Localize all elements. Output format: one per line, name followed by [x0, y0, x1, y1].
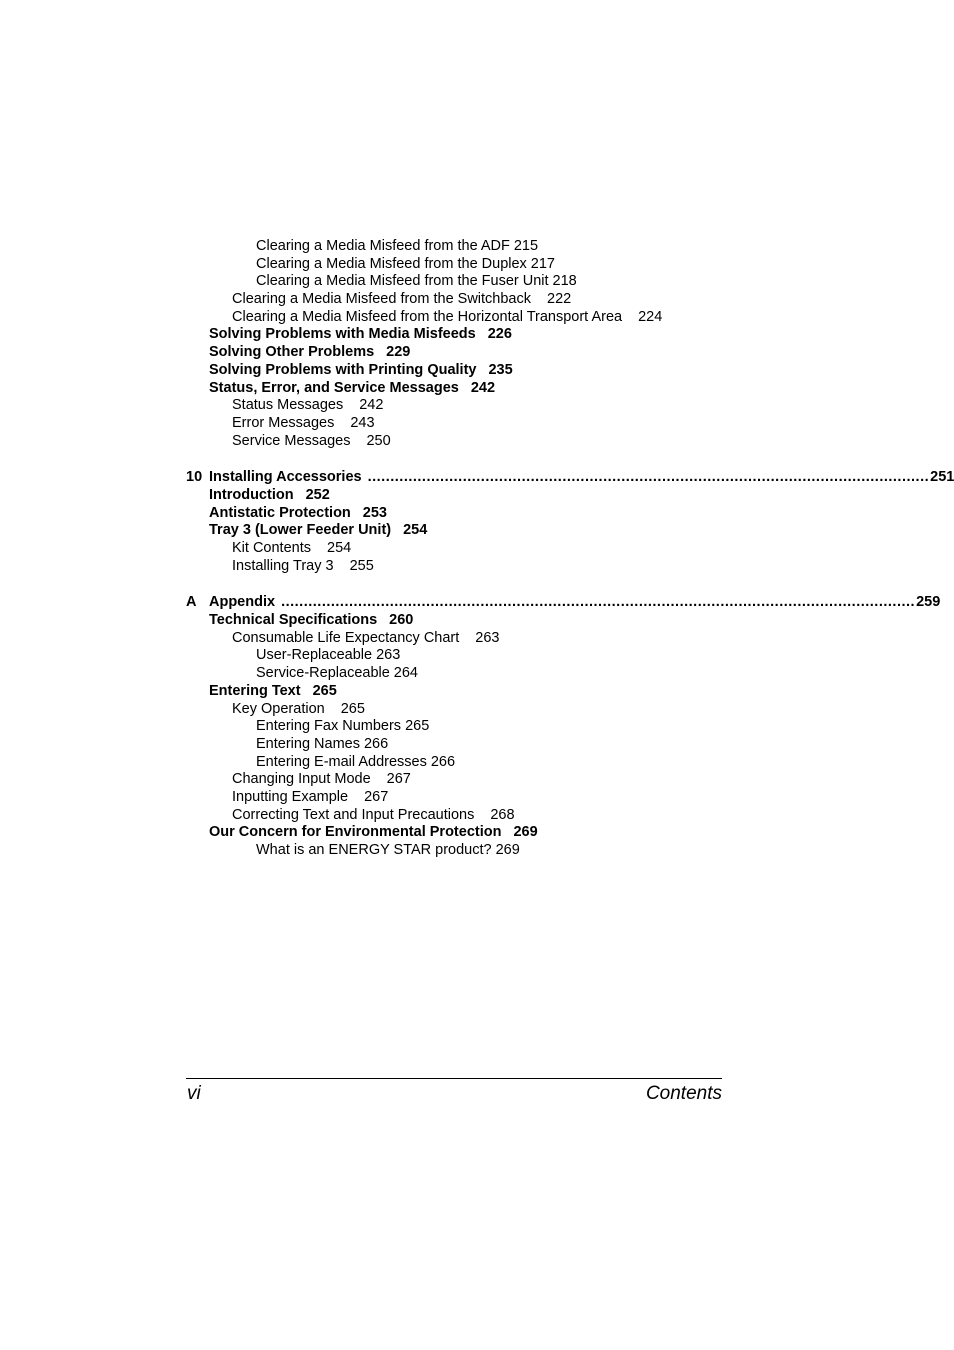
dot-leader: ............................................................................................................................	[367, 469, 930, 486]
chapter-title: Installing Accessories	[209, 469, 362, 486]
table-of-contents	[0, 238, 954, 860]
chapter-title-line	[209, 594, 941, 612]
toc-entry[interactable]	[0, 487, 954, 505]
toc-chapter-10-entries	[0, 487, 954, 575]
toc-entry[interactable]	[0, 754, 954, 772]
toc-entry-title: Key Operation	[232, 700, 325, 717]
toc-chapter-10[interactable]	[0, 469, 954, 487]
toc-entry-title: What is an ENERGY STAR product?	[256, 842, 492, 858]
footer-rule	[186, 1078, 722, 1079]
toc-entry-title: Tray 3 (Lower Feeder Unit)	[209, 522, 392, 539]
toc-entry-page-number: 265	[405, 718, 430, 735]
toc-entry-title: Entering Text	[209, 682, 301, 699]
chapter-number: A	[186, 594, 197, 611]
toc-entry-page-number: 268	[490, 806, 515, 823]
toc-entry[interactable]	[0, 344, 954, 362]
toc-entry-title: Entering Fax Numbers	[256, 718, 402, 735]
toc-entry-page-number: 269	[513, 824, 538, 841]
toc-entry-page-number: 269	[495, 842, 520, 858]
toc-entry[interactable]	[0, 380, 954, 398]
toc-appendix-entries	[0, 612, 954, 860]
toc-entry[interactable]	[0, 505, 954, 523]
toc-entry[interactable]	[0, 291, 954, 309]
toc-entry-title: Solving Problems with Media Misfeeds	[209, 326, 476, 343]
toc-entry-title: Solving Problems with Printing Quality	[209, 361, 477, 378]
toc-entry[interactable]	[0, 789, 954, 807]
toc-entry[interactable]	[0, 630, 954, 648]
toc-entry[interactable]	[0, 309, 954, 327]
section-gap	[0, 450, 954, 469]
toc-entry-page-number: 267	[386, 771, 411, 788]
chapter-title-line	[209, 469, 954, 487]
toc-entry-title: Clearing a Media Misfeed from the Horizontal Transport Area	[232, 308, 623, 325]
toc-entry-page-number: 250	[366, 432, 391, 449]
toc-entry[interactable]	[0, 415, 954, 433]
toc-entry-title: Clearing a Media Misfeed from the Switchback	[232, 291, 531, 308]
chapter-title: Appendix	[209, 594, 276, 611]
toc-entry-title: Entering Names	[256, 735, 360, 752]
toc-entry-title: Consumable Life Expectancy Chart	[232, 629, 460, 646]
chapter-page-number: 251	[930, 469, 954, 486]
toc-entry[interactable]	[0, 736, 954, 754]
toc-section-troubleshooting	[0, 238, 954, 450]
toc-entry-title: Entering E-mail Addresses	[256, 753, 427, 770]
toc-entry-title: Technical Specifications	[209, 612, 378, 629]
footer-section-title: Contents	[645, 1083, 722, 1104]
section-gap	[0, 575, 954, 594]
toc-entry-page-number: 265	[312, 682, 337, 699]
toc-entry-title: Clearing a Media Misfeed from the ADF	[256, 238, 510, 254]
toc-entry-page-number: 217	[530, 255, 555, 272]
toc-entry-title: Our Concern for Environmental Protection	[209, 824, 502, 841]
toc-entry-title: Solving Other Problems	[209, 344, 375, 361]
toc-entry[interactable]	[0, 522, 954, 540]
toc-entry-page-number: 266	[430, 753, 456, 770]
toc-entry-page-number: 263	[475, 629, 500, 646]
toc-entry[interactable]	[0, 807, 954, 825]
toc-entry[interactable]	[0, 612, 954, 630]
toc-entry[interactable]	[0, 665, 954, 683]
toc-entry-title: Changing Input Mode	[232, 771, 371, 788]
toc-entry[interactable]	[0, 683, 954, 701]
toc-entry[interactable]	[0, 256, 954, 274]
toc-entry[interactable]	[0, 238, 954, 256]
toc-entry[interactable]	[0, 718, 954, 736]
toc-entry-page-number: 235	[488, 361, 513, 378]
toc-entry[interactable]	[0, 326, 954, 344]
toc-entry-title: Service-Replaceable	[256, 665, 390, 682]
toc-entry-page-number: 242	[470, 379, 496, 396]
toc-entry-title: User-Replaceable	[256, 647, 373, 664]
toc-entry-page-number: 265	[340, 700, 365, 717]
toc-entry-page-number: 263	[376, 647, 401, 664]
toc-entry[interactable]	[0, 771, 954, 789]
toc-entry-page-number: 266	[363, 735, 389, 752]
chapter-page-number: 259	[916, 594, 941, 611]
toc-entry[interactable]	[0, 397, 954, 415]
toc-entry-title: Introduction	[209, 486, 294, 503]
toc-entry-title: Correcting Text and Input Precautions	[232, 806, 475, 823]
toc-entry-title: Clearing a Media Misfeed from the Duplex	[256, 255, 527, 272]
toc-entry-title: Service Messages	[232, 432, 351, 449]
toc-entry-page-number: 255	[349, 557, 374, 574]
toc-entry-page-number: 242	[359, 397, 384, 414]
toc-entry-title: Kit Contents	[232, 540, 311, 556]
toc-entry[interactable]	[0, 558, 954, 576]
toc-entry-title: Error Messages	[232, 414, 335, 431]
toc-entry-page-number: 229	[386, 344, 411, 361]
chapter-number: 10	[186, 469, 203, 486]
toc-entry-page-number: 226	[487, 326, 512, 343]
toc-entry-page-number: 224	[638, 308, 663, 325]
toc-entry[interactable]	[0, 273, 954, 291]
toc-entry-page-number: 267	[364, 788, 389, 805]
toc-entry-title: Installing Tray 3	[232, 557, 334, 574]
toc-entry-page-number: 222	[547, 291, 572, 308]
toc-entry-title: Clearing a Media Misfeed from the Fuser Unit	[256, 273, 549, 290]
toc-entry[interactable]	[0, 362, 954, 380]
toc-entry-title: Status Messages	[232, 397, 344, 414]
toc-entry-page-number: 215	[513, 238, 539, 254]
toc-entry[interactable]	[0, 647, 954, 665]
toc-entry[interactable]	[0, 842, 954, 860]
footer-page-number: vi	[187, 1083, 201, 1104]
toc-entry[interactable]	[0, 433, 954, 451]
toc-entry-page-number: 253	[362, 504, 387, 521]
toc-entry-page-number: 264	[393, 665, 418, 682]
toc-entry-page-number: 254	[403, 522, 428, 539]
toc-entry-title: Antistatic Protection	[209, 504, 351, 521]
toc-entry-page-number: 254	[327, 540, 352, 556]
toc-entry-page-number: 252	[305, 486, 330, 503]
toc-entry[interactable]	[0, 701, 954, 719]
toc-entry[interactable]	[0, 540, 954, 558]
toc-entry-page-number: 243	[350, 414, 375, 431]
toc-entry-title: Inputting Example	[232, 788, 349, 805]
toc-entry[interactable]	[0, 824, 954, 842]
toc-entry-page-number: 218	[552, 273, 577, 290]
toc-chapter-appendix[interactable]	[0, 594, 954, 612]
toc-entry-page-number: 260	[389, 612, 414, 629]
toc-entry-title: Status, Error, and Service Messages	[209, 379, 459, 396]
dot-leader: ............................................................................................................................................	[281, 594, 916, 611]
